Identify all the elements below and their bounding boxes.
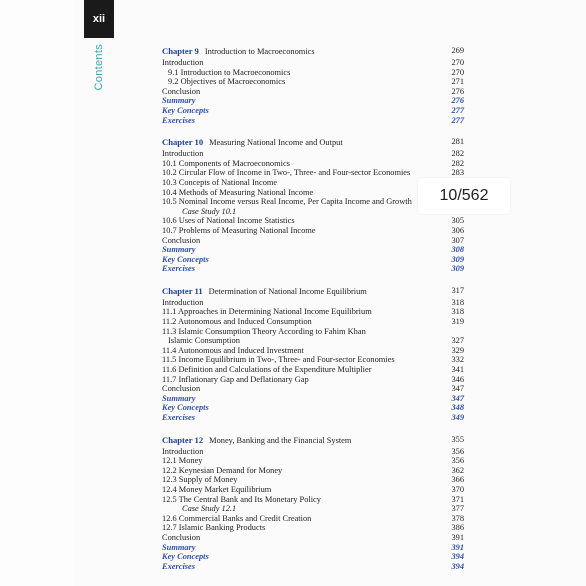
page-ref: 362 bbox=[451, 465, 464, 475]
toc-entry[interactable] bbox=[162, 336, 472, 346]
entry-title: Conclusion bbox=[162, 384, 201, 394]
page-ref: 270 bbox=[451, 67, 464, 77]
toc-entry[interactable] bbox=[162, 346, 472, 356]
entry-title: 10.5 Nominal Income versus Real Income, Per Capita Income and Growth bbox=[162, 197, 412, 207]
contents-side-label: Contents bbox=[93, 44, 105, 91]
page-ref: 356 bbox=[451, 446, 464, 456]
table-of-contents bbox=[162, 45, 472, 582]
toc-entry[interactable] bbox=[162, 514, 472, 524]
chapter-number: Chapter 11 bbox=[162, 285, 203, 296]
page-counter: 10/562 bbox=[418, 178, 510, 214]
entry-title: 12.7 Islamic Banking Products bbox=[162, 523, 266, 533]
page-ref: 306 bbox=[451, 225, 464, 235]
page-ref: 391 bbox=[451, 532, 464, 542]
chapter-number: Chapter 10 bbox=[162, 137, 204, 148]
page-ref: 346 bbox=[451, 374, 464, 384]
toc-entry[interactable] bbox=[162, 485, 472, 495]
toc-entry[interactable] bbox=[162, 106, 472, 116]
chapter-section bbox=[162, 434, 472, 572]
page-ref: 319 bbox=[451, 317, 464, 327]
page-ref: 271 bbox=[451, 77, 464, 87]
entry-title: Key Concepts bbox=[162, 254, 209, 264]
entry-title: Summary bbox=[162, 245, 196, 255]
toc-entry[interactable] bbox=[162, 317, 472, 327]
entry-title: Introduction bbox=[162, 58, 204, 67]
page-ref: 348 bbox=[451, 403, 464, 413]
page-ref: 282 bbox=[451, 158, 464, 168]
chapter-heading[interactable] bbox=[162, 45, 472, 57]
page-number-badge: xii bbox=[84, 0, 114, 38]
toc-entry[interactable] bbox=[162, 255, 472, 265]
entry-title: Islamic Consumption bbox=[168, 336, 240, 346]
entry-title: 11.1 Approaches in Determining National Income Equilibrium bbox=[162, 307, 372, 317]
entry-title: 9.2 Objectives of Macroeconomics bbox=[168, 77, 286, 87]
page-ref: 378 bbox=[451, 513, 464, 523]
chapter-section bbox=[162, 285, 472, 423]
toc-entry[interactable] bbox=[162, 116, 472, 126]
toc-entry[interactable] bbox=[162, 456, 472, 466]
entry-title: Key Concepts bbox=[162, 552, 209, 562]
left-margin bbox=[0, 0, 74, 586]
entry-title: 12.6 Commercial Banks and Credit Creation bbox=[162, 513, 312, 523]
entry-title: Introduction bbox=[162, 446, 204, 456]
page-ref: 281 bbox=[451, 137, 464, 147]
page-ref: 341 bbox=[451, 365, 464, 375]
page-ref: 270 bbox=[451, 58, 464, 67]
page-ref: 386 bbox=[451, 523, 464, 533]
page-ref: 282 bbox=[451, 149, 464, 159]
entry-title: 10.2 Circular Flow of Income in Two-, Three- and Four-sector Economies bbox=[162, 168, 411, 178]
page-ref: 283 bbox=[451, 168, 464, 178]
toc-entry[interactable] bbox=[162, 159, 472, 169]
chapter-number: Chapter 9 bbox=[162, 46, 199, 56]
chapter-title: Money, Banking and the Financial System bbox=[209, 435, 352, 445]
toc-entry[interactable] bbox=[162, 77, 472, 87]
chapter-title: Measuring National Income and Output bbox=[209, 138, 343, 148]
entry-title: 10.3 Concepts of National Income bbox=[162, 177, 278, 187]
page-ref: 277 bbox=[451, 115, 464, 125]
page-ref: 394 bbox=[451, 561, 464, 571]
entry-title: Key Concepts bbox=[162, 105, 209, 115]
page-ref: 370 bbox=[451, 484, 464, 494]
entry-title: Exercises bbox=[162, 413, 196, 422]
entry-title: 11.6 Definition and Calculations of the Expenditure Multiplier bbox=[162, 365, 372, 375]
entry-title: Summary bbox=[162, 393, 196, 403]
page-ref: 332 bbox=[451, 355, 464, 365]
entry-title: 9.1 Introduction to Macroeconomics bbox=[168, 67, 291, 77]
entry-title: 12.4 Money Market Equilibrium bbox=[162, 484, 272, 494]
toc-entry[interactable] bbox=[162, 245, 472, 255]
toc-entry[interactable] bbox=[162, 475, 472, 485]
page-ref: 355 bbox=[451, 434, 464, 444]
page-ref: 309 bbox=[451, 264, 464, 274]
page-ref: 366 bbox=[451, 475, 464, 485]
toc-entry[interactable] bbox=[162, 466, 472, 476]
entry-title: Summary bbox=[162, 96, 196, 106]
chapter-heading[interactable] bbox=[162, 136, 472, 148]
entry-title: Exercises bbox=[162, 115, 196, 125]
entry-title: Introduction bbox=[162, 297, 204, 307]
page-ref: 307 bbox=[451, 235, 464, 245]
entry-title: Conclusion bbox=[162, 235, 201, 245]
entry-title: Conclusion bbox=[162, 86, 201, 96]
entry-title: 11.2 Autonomous and Induced Consumption bbox=[162, 317, 312, 327]
entry-title: 11.5 Income Equilibrium in Two-, Three- and Four-sector Economies bbox=[162, 355, 395, 365]
page-ref: 391 bbox=[451, 542, 464, 552]
toc-entry[interactable] bbox=[162, 149, 472, 159]
entry-title: Case Study 10.1 bbox=[182, 206, 237, 216]
toc-entry[interactable] bbox=[162, 264, 472, 274]
chapter-title: Determination of National Income Equilibrium bbox=[208, 286, 367, 296]
entry-title: 10.6 Uses of National Income Statistics bbox=[162, 216, 295, 226]
toc-entry[interactable] bbox=[162, 504, 472, 514]
toc-entry[interactable] bbox=[162, 168, 472, 178]
page-ref: 305 bbox=[451, 216, 464, 226]
page-ref: 349 bbox=[451, 413, 464, 422]
toc-entry[interactable] bbox=[162, 495, 472, 505]
toc-entry[interactable] bbox=[162, 68, 472, 78]
entry-title: Conclusion bbox=[162, 532, 201, 542]
page-ref: 356 bbox=[451, 456, 464, 466]
entry-title: 12.3 Supply of Money bbox=[162, 475, 238, 485]
toc-entry[interactable] bbox=[162, 87, 472, 97]
entry-title: Summary bbox=[162, 542, 196, 552]
chapter-title: Introduction to Macroeconomics bbox=[204, 47, 315, 56]
page-ref: 329 bbox=[451, 345, 464, 355]
entry-title: 12.2 Keynesian Demand for Money bbox=[162, 465, 283, 475]
page-ref: 269 bbox=[451, 46, 464, 55]
page-ref: 347 bbox=[451, 393, 464, 403]
toc-entry[interactable] bbox=[162, 533, 472, 543]
page-ref: 377 bbox=[451, 504, 464, 514]
toc-entry[interactable] bbox=[162, 226, 472, 236]
page-ref: 347 bbox=[451, 384, 464, 394]
toc-entry[interactable] bbox=[162, 58, 472, 68]
entry-title: 12.1 Money bbox=[162, 456, 203, 466]
toc-entry[interactable] bbox=[162, 523, 472, 533]
toc-entry[interactable] bbox=[162, 375, 472, 385]
page-ref: 317 bbox=[451, 285, 464, 295]
entry-title: Case Study 12.1 bbox=[182, 504, 237, 514]
toc-entry[interactable] bbox=[162, 447, 472, 457]
chapter-number: Chapter 12 bbox=[162, 434, 204, 445]
page-ref: 308 bbox=[451, 245, 464, 255]
toc-entry[interactable] bbox=[162, 552, 472, 562]
toc-entry[interactable] bbox=[162, 216, 472, 226]
toc-entry[interactable] bbox=[162, 413, 472, 423]
toc-entry[interactable] bbox=[162, 298, 472, 308]
page-ref: 276 bbox=[451, 96, 464, 106]
page-ref: 309 bbox=[451, 254, 464, 264]
entry-title: 11.3 Islamic Consumption Theory According to Fahim Khan bbox=[162, 326, 366, 336]
entry-title: Introduction bbox=[162, 149, 204, 159]
entry-title: Exercises bbox=[162, 561, 196, 571]
toc-entry[interactable] bbox=[162, 384, 472, 394]
page-ref: 327 bbox=[451, 336, 464, 346]
toc-entry[interactable] bbox=[162, 307, 472, 317]
page-ref: 277 bbox=[451, 105, 464, 115]
entry-title: Exercises bbox=[162, 264, 196, 274]
toc-entry[interactable] bbox=[162, 543, 472, 553]
toc-entry[interactable] bbox=[162, 394, 472, 404]
chapter-section bbox=[162, 45, 472, 125]
page-ref: 318 bbox=[451, 307, 464, 317]
entry-title: 10.7 Problems of Measuring National Income bbox=[162, 225, 316, 235]
page-ref: 276 bbox=[451, 86, 464, 96]
toc-entry[interactable] bbox=[162, 562, 472, 572]
entry-title: 10.4 Methods of Measuring National Income bbox=[162, 187, 314, 197]
entry-title: 10.1 Components of Macroeconomics bbox=[162, 158, 290, 168]
page-ref: 371 bbox=[451, 494, 464, 504]
entry-title: 12.5 The Central Bank and Its Monetary Policy bbox=[162, 494, 321, 504]
entry-title: 11.7 Inflationary Gap and Deflationary Gap bbox=[162, 374, 309, 384]
entry-title: Key Concepts bbox=[162, 403, 209, 413]
chapter-heading[interactable] bbox=[162, 285, 472, 297]
entry-title: 11.4 Autonomous and Induced Investment bbox=[162, 345, 304, 355]
chapter-heading[interactable] bbox=[162, 434, 472, 446]
toc-entry[interactable] bbox=[162, 355, 472, 365]
toc-entry[interactable] bbox=[162, 236, 472, 246]
page-ref: 394 bbox=[451, 552, 464, 562]
toc-entry[interactable] bbox=[162, 96, 472, 106]
toc-entry[interactable] bbox=[162, 327, 472, 337]
toc-entry[interactable] bbox=[162, 403, 472, 413]
toc-entry[interactable] bbox=[162, 365, 472, 375]
page-ref: 318 bbox=[451, 297, 464, 307]
